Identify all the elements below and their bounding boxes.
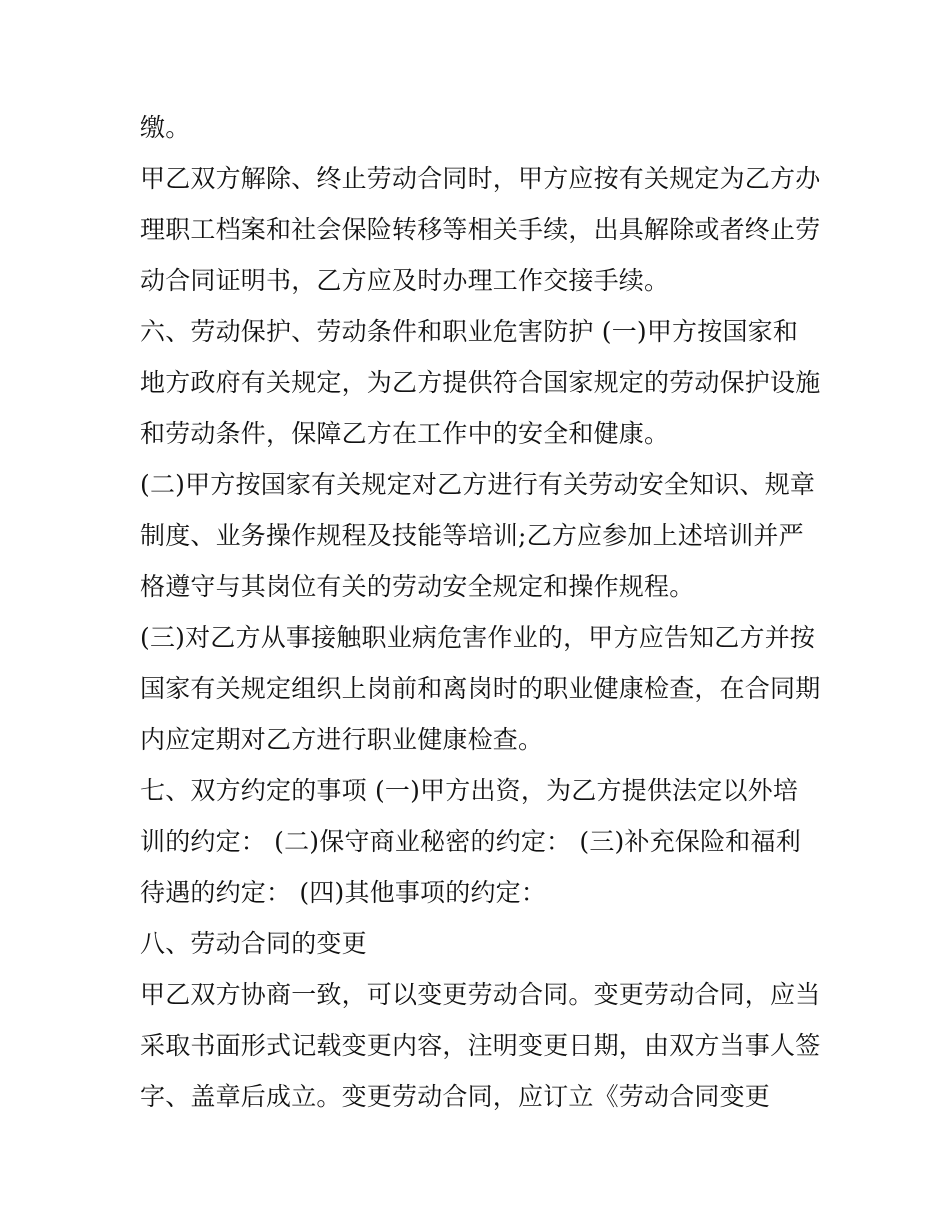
text-line: 训的约定： (二)保守商业秘密的约定： (三)补充保险和福利: [140, 827, 801, 856]
text-line: 和劳动条件，保障乙方在工作中的安全和健康。: [140, 419, 670, 448]
text-line: 制度、业务操作规程及技能等培训;乙方应参加上述培训并严: [140, 521, 804, 550]
text-line: (三)对乙方从事接触职业病危害作业的，甲方应告知乙方并按: [140, 623, 816, 652]
text-line: 国家有关规定组织上岗前和离岗时的职业健康检查，在合同期: [140, 674, 821, 703]
text-line: 动合同证明书，乙方应及时办理工作交接手续。: [140, 266, 670, 295]
text-line: 六、劳动保护、劳动条件和职业危害防护 (一)甲方按国家和: [140, 317, 799, 346]
text-line: 内应定期对乙方进行职业健康检查。: [140, 725, 544, 754]
text-line: (二)甲方按国家有关规定对乙方进行有关劳动安全知识、规章: [140, 470, 816, 499]
text-line: 甲乙双方协商一致，可以变更劳动合同。变更劳动合同，应当: [140, 980, 821, 1009]
text-line: 字、盖章后成立。变更劳动合同，应订立《劳动合同变更: [140, 1082, 771, 1111]
text-line: 甲乙双方解除、终止劳动合同时，甲方应按有关规定为乙方办: [140, 164, 821, 193]
text-line: 待遇的约定： (四)其他事项的约定：: [140, 878, 547, 907]
text-line: 七、双方约定的事项 (一)甲方出资，为乙方提供法定以外培: [140, 776, 799, 805]
text-line: 缴。: [140, 113, 191, 142]
text-line: 采取书面形式记载变更内容，注明变更日期，由双方当事人签: [140, 1031, 821, 1060]
text-line: 理职工档案和社会保险转移等相关手续，出具解除或者终止劳: [140, 215, 821, 244]
text-line: 格遵守与其岗位有关的劳动安全规定和操作规程。: [140, 572, 695, 601]
text-line: 地方政府有关规定，为乙方提供符合国家规定的劳动保护设施: [140, 368, 821, 397]
text-line: 八、劳动合同的变更: [140, 929, 367, 958]
